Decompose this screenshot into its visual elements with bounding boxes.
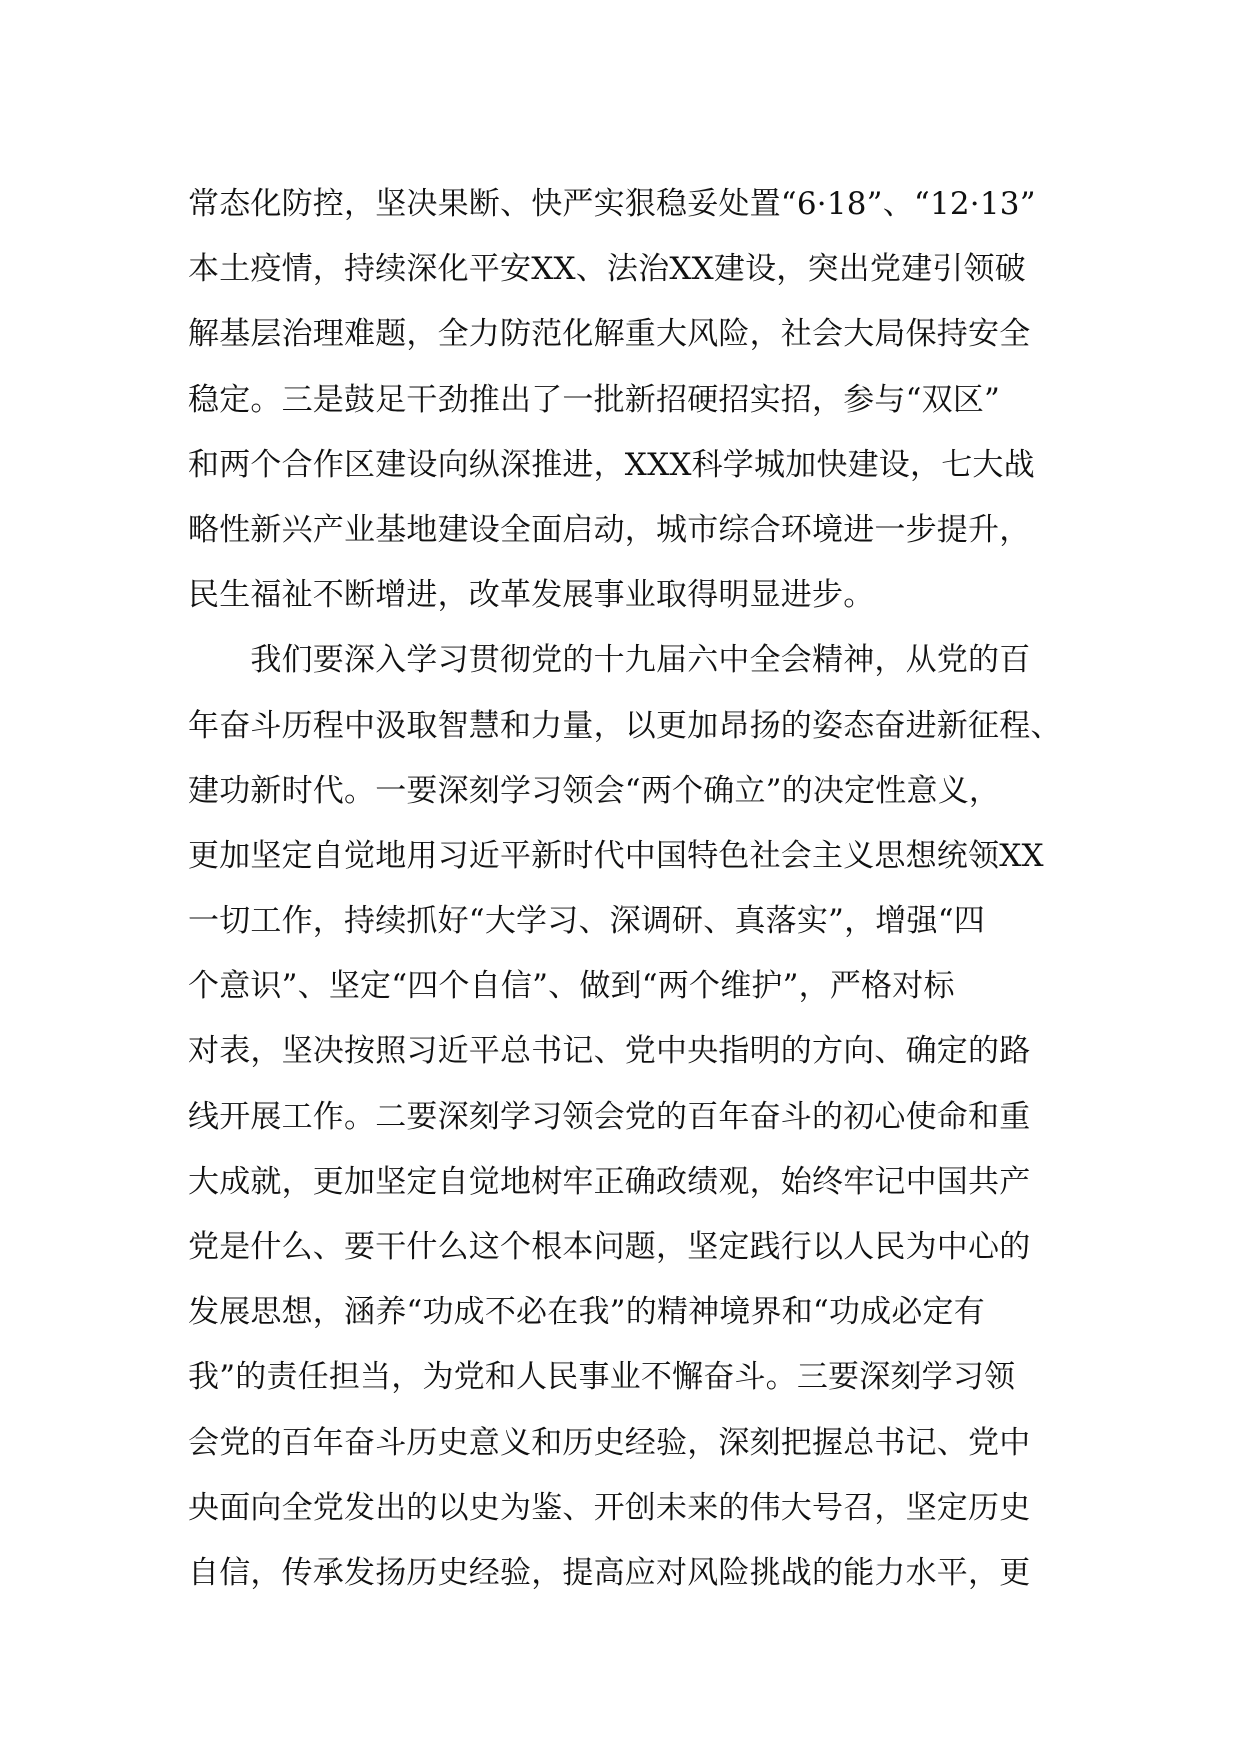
text-line: 解基层治理难题，全力防范化解重大风险，社会大局保持安全 (188, 316, 1031, 353)
text-line: 更加坚定自觉地用习近平新时代中国特色社会主义思想统领XX (188, 837, 1044, 874)
text-line: 自信，传承发扬历史经验，提高应对风险挑战的能力水平，更 (188, 1554, 1031, 1591)
text-line: 对表，坚决按照习近平总书记、党中央指明的方向、确定的路 (188, 1033, 1031, 1070)
text-line: 大成就，更加坚定自觉地树牢正确政绩观，始终牢记中国共产 (188, 1163, 1031, 1200)
text-line: 我”的责任担当，为党和人民事业不懈奋斗。三要深刻学习领 (188, 1359, 1016, 1396)
text-line: 常态化防控，坚决果断、快严实狠稳妥处置“6·18”、“12·13” (188, 186, 1036, 222)
text-line: 建功新时代。一要深刻学习领会“两个确立”的决定性意义， (188, 772, 1001, 809)
text-line: 线开展工作。二要深刻学习领会党的百年奋斗的初心使命和重 (188, 1098, 1031, 1135)
text-line: 本土疫情，持续深化平安XX、法治XX建设，突出党建引领破 (188, 251, 1026, 288)
text-line: 会党的百年奋斗历史意义和历史经验，深刻把握总书记、党中 (188, 1424, 1031, 1461)
text-line: 和两个合作区建设向纵深推进，XXX科学城加快建设，七大战 (188, 446, 1035, 483)
text-line: 央面向全党发出的以史为鉴、开创未来的伟大号召，坚定历史 (188, 1489, 1031, 1526)
body-text (188, 172, 1068, 1606)
text-line: 民生福祉不断增进，改革发展事业取得明显进步。 (188, 577, 875, 614)
text-line: 稳定。三是鼓足干劲推出了一批新招硬招实招，参与“双区” (188, 381, 1001, 418)
text-line: 略性新兴产业基地建设全面启动，城市综合环境进一步提升， (188, 511, 1031, 548)
text-line: 年奋斗历程中汲取智慧和力量，以更加昂扬的姿态奋进新征程、 (188, 707, 1062, 744)
paragraph-start-line: 我们要深入学习贯彻党的十九届六中全会精神，从党的百 (188, 642, 1031, 679)
text-line: 党是什么、要干什么这个根本问题，坚定践行以人民为中心的 (188, 1229, 1031, 1265)
text-line: 个意识”、坚定“四个自信”、做到“两个维护”，严格对标 (188, 968, 955, 1005)
text-line: 发展思想，涵养“功成不必在我”的精神境界和“功成必定有 (188, 1294, 985, 1331)
text-line: 一切工作，持续抓好“大学习、深调研、真落实”，增强“四 (188, 903, 985, 940)
